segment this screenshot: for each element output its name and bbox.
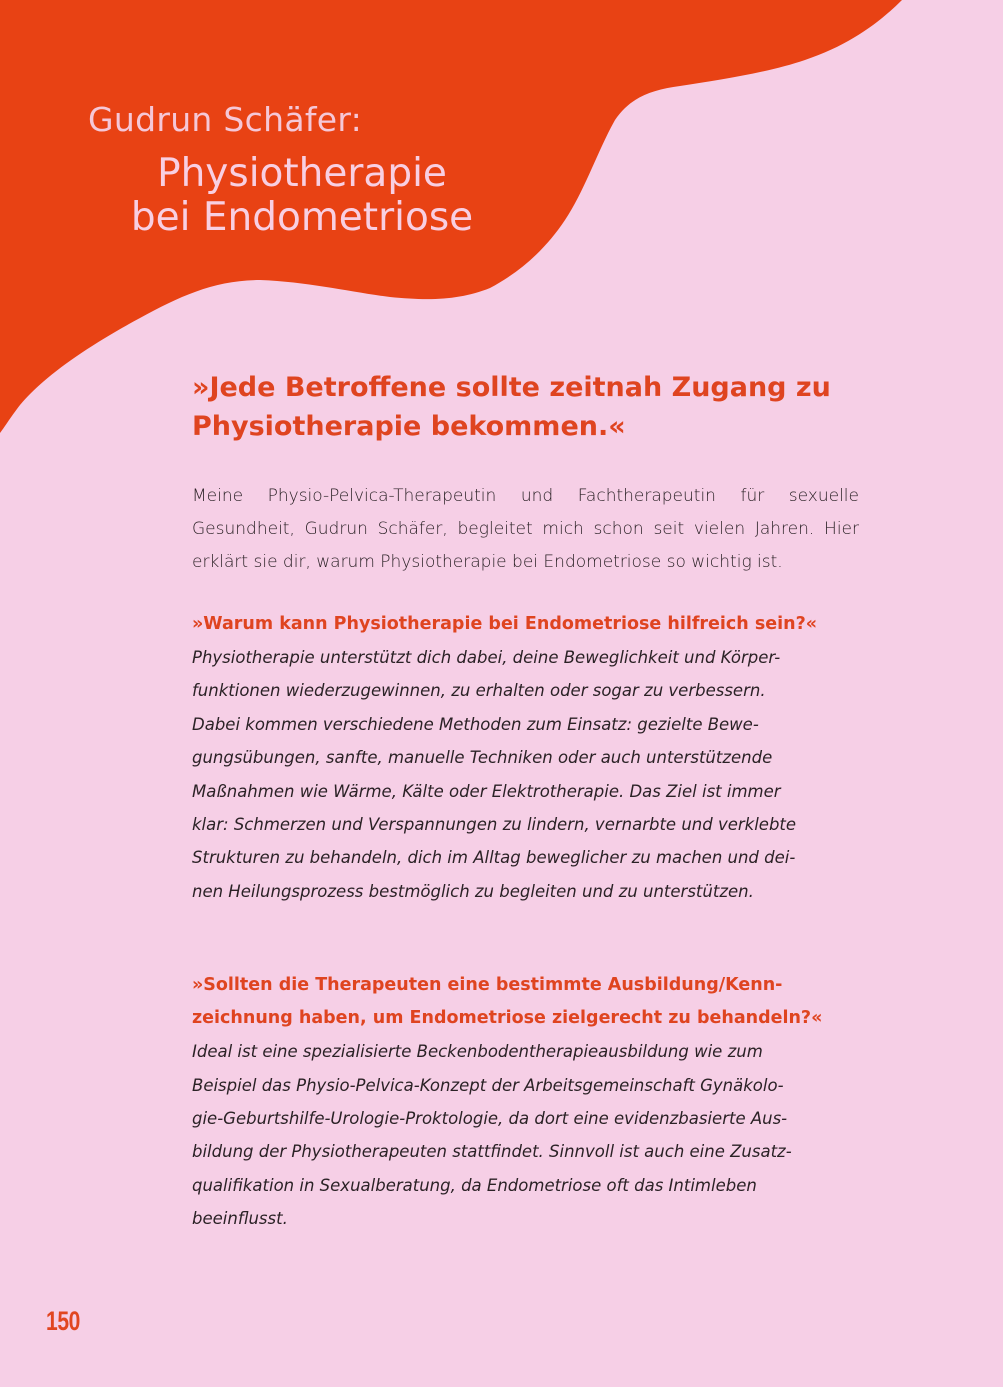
answer-line: Ideal ist eine spezialisierte Beckenbodentherapieausbildung wie zum [192, 1042, 763, 1062]
question-line: »Warum kann Physiotherapie bei Endometriose hilfreich sein?« [192, 614, 818, 634]
question-line: »Sollten die Therapeuten eine bestimmte Ausbildung/Kenn- [192, 975, 783, 996]
page-title [100, 152, 504, 240]
answer-line: gie-Geburtshilfe-Urologie-Proktologie, da dort eine evidenzbasierte Aus- [192, 1109, 788, 1129]
answer-line: Physiotherapie unterstützt dich dabei, deine Beweglichkeit und Körper- [192, 648, 781, 667]
pull-quote [192, 368, 859, 446]
qa-block-1 [192, 608, 859, 908]
answer-line: Dabei kommen verschiedene Methoden zum Einsatz: gezielte Bewe- [192, 714, 759, 734]
answer-line: Beispiel das Physio-Pelvica-Konzept der Arbeitsgemeinschaft Gynäkolo- [192, 1075, 784, 1095]
answer-line: Maßnahmen wie Wärme, Kälte oder Elektrotherapie. Das Ziel ist immer [192, 781, 781, 801]
answer-line: Strukturen zu behandeln, dich im Alltag beweglicher zu machen und dei- [192, 848, 796, 868]
answer-text [192, 641, 859, 908]
pull-quote-line: Physiotherapie bekommen.« [192, 411, 626, 442]
answer-line: funktionen wiederzugewinnen, zu erhalten oder sogar zu verbessern. [192, 681, 766, 701]
question-line: zeichnung haben, um Endometriose zielgerecht zu behandeln?« [192, 1008, 823, 1029]
answer-line: beeinflusst. [192, 1209, 288, 1229]
title-line-1: Physiotherapie [157, 151, 447, 196]
article-content [192, 368, 859, 1236]
question-heading [192, 608, 859, 641]
answer-line: qualifikation in Sexualberatung, da Endometriose oft das Intimleben [192, 1175, 757, 1195]
answer-line: gungsübungen, sanfte, manuelle Techniken oder auch unterstützende [192, 748, 773, 768]
answer-line: klar: Schmerzen und Verspannungen zu lindern, vernarbte und verklebte [192, 815, 797, 835]
page-number: 150 [46, 1306, 80, 1336]
title-line-2: bei Endometriose [130, 195, 474, 240]
answer-line: bildung der Physiotherapeuten stattfindet. Sinnvoll ist auch eine Zusatz- [192, 1142, 792, 1162]
qa-block-2 [192, 969, 859, 1235]
pull-quote-line: »Jede Betroffene sollte zeitnah Zugang zu [192, 372, 831, 403]
question-heading [192, 969, 859, 1035]
answer-line: nen Heilungsprozess bestmöglich zu begleiten und zu unterstützen. [192, 881, 754, 901]
answer-text [192, 1035, 859, 1235]
intro-paragraph: Meine Physio-Pelvica-Therapeutin und Fachtherapeutin für sexuelle Gesundheit, Gudrun Schäfer, begleitet mich schon seit vielen Jahren. Hier erklärt sie dir, warum Physiotherapie bei Endometriose so wichtig ist. [192, 486, 859, 572]
author-label: Gudrun Schäfer: [88, 100, 363, 139]
